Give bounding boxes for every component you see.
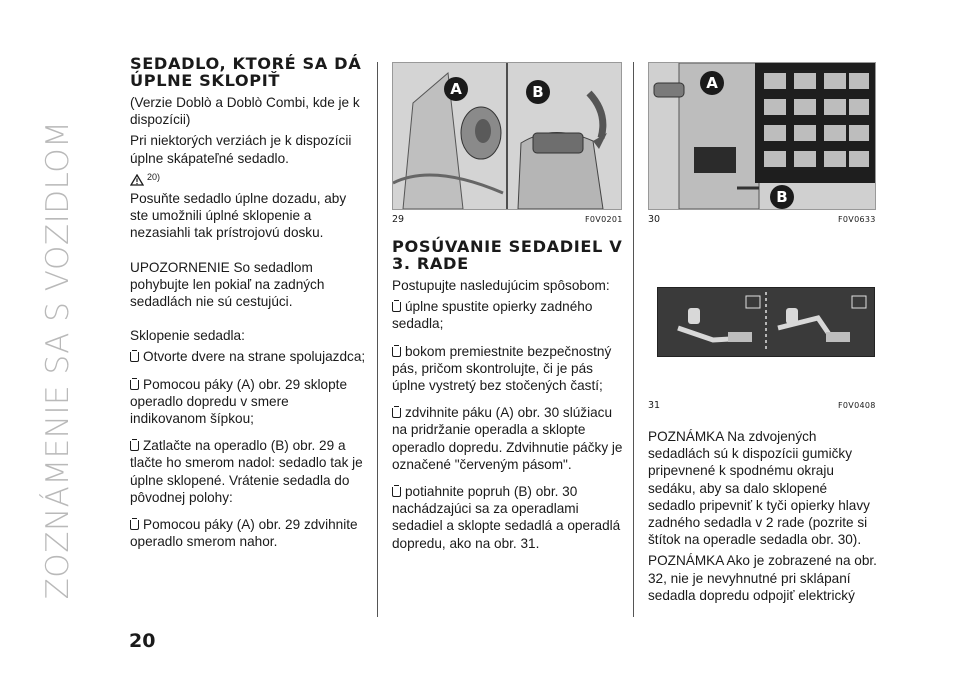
- list-item: úplne spustite opierky zadného sedadla;: [392, 299, 593, 332]
- column-divider: [633, 62, 634, 617]
- bullet-icon: [392, 347, 401, 357]
- paragraph: Pri niektorých verziách je k dispozícii úplne skápateľné sedadlo.: [130, 133, 352, 166]
- warning-triangle-icon: [130, 174, 144, 186]
- list-item: Pomocou páky (A) obr. 29 zdvihnite operadlo smerom nahor.: [130, 517, 358, 550]
- note: POZNÁMKA Ako je zobrazené na obr. 32, nie je nevyhnutné pri sklápaní sedadla dopredu odpojiť elektrický: [648, 553, 877, 603]
- note: POZNÁMKA Na zdvojených sedadlách sú k dispozícii gumičky pripevnené k spodnému okraju sedáku, aby sa dalo sklopené sedadlo pripevniť k tyči opierky hlavy zadného sedadla v 2 rade (pozrite si štítok na operadle sedadla obr. 30).: [648, 429, 870, 548]
- paragraph: Posuňte sedadlo úplne dozadu, aby ste umožnili úplné sklopenie a nezasiahli tak prístrojovú dosku.: [130, 191, 347, 241]
- column-1: [130, 55, 366, 560]
- bullet-icon: [392, 302, 401, 312]
- bullet-icon: [130, 520, 139, 530]
- list-item: zdvihnite páku (A) obr. 30 slúžiacu na pridržanie operadla a sklopte operadlo dopredu. Zdvihnutie páčky je označené "červeným pásom".: [392, 405, 623, 472]
- seat-folding-label-illustration: [658, 288, 874, 356]
- section-heading-folding-seat: SEDADLO, KTORÉ SA DÁ ÚPLNE SKLOPIŤ: [130, 54, 362, 90]
- caution-note: UPOZORNENIE So sedadlom pohybujte len pokiaľ na zadných sedadlách nie sú cestujúci.: [130, 259, 325, 310]
- list-item: bokom premiestnite bezpečnostný pás, pričom skontrolujte, či je pás úplne vystretý bez stočených častí;: [392, 343, 612, 394]
- figure-30-image: [648, 62, 876, 210]
- paragraph: Sklopenie sedadla:: [130, 328, 245, 344]
- bullet-icon: [130, 380, 139, 390]
- figure-number: 31: [648, 400, 661, 411]
- callout-b: B: [526, 80, 550, 104]
- warning-reference: [130, 169, 366, 186]
- list-item: Zatlačte na operadlo (B) obr. 29 a tlačte ho smerom nadol: sedadlo tak je úplne sklopené. Vrátenie sedadla do pôvodnej polohy:: [130, 438, 363, 505]
- list-item: Pomocou páky (A) obr. 29 sklopte operadlo dopredu v smere indikovanom šípkou;: [130, 376, 348, 427]
- paragraph: Postupujte nasledujúcim spôsobom:: [392, 278, 610, 293]
- list-item: potiahnite popruh (B) obr. 30 nachádzajúci sa za operadlami sedadiel a sklopte sedadlá a operadlá dopredu, ako na obr. 31.: [392, 484, 621, 551]
- column-divider: [377, 62, 378, 617]
- figure-code: F0V0201: [585, 215, 623, 224]
- callout-a: A: [700, 71, 724, 95]
- column-2: [392, 238, 624, 562]
- figure-code: F0V0633: [838, 215, 876, 224]
- page-number: 20: [129, 630, 156, 652]
- bullet-icon: [130, 352, 139, 362]
- figure-31-image: [657, 287, 875, 357]
- list-item: Otvorte dvere na strane spolujazdca;: [130, 348, 366, 365]
- figure-number: 29: [392, 214, 405, 225]
- chapter-side-title: ZOZNÁMENIE SA S VOZIDLOM: [40, 120, 76, 600]
- seat-strap-illustration: [649, 63, 875, 209]
- figure-code: F0V0408: [838, 401, 876, 410]
- callout-b: B: [770, 185, 794, 209]
- bullet-icon: [392, 408, 401, 418]
- figure-29-image: [392, 62, 622, 210]
- bullet-icon: [130, 441, 139, 451]
- bullet-icon: [392, 487, 401, 497]
- figure-number: 30: [648, 214, 661, 225]
- callout-a: A: [444, 77, 468, 101]
- paragraph: (Verzie Doblò a Doblò Combi, kde je k dispozícii): [130, 95, 360, 128]
- column-3: [648, 428, 878, 614]
- seat-lever-illustration: [393, 63, 621, 209]
- warning-reference-number: 20): [147, 171, 161, 182]
- section-heading-third-row: POSÚVANIE SEDADIEL V 3. RADE: [392, 237, 623, 273]
